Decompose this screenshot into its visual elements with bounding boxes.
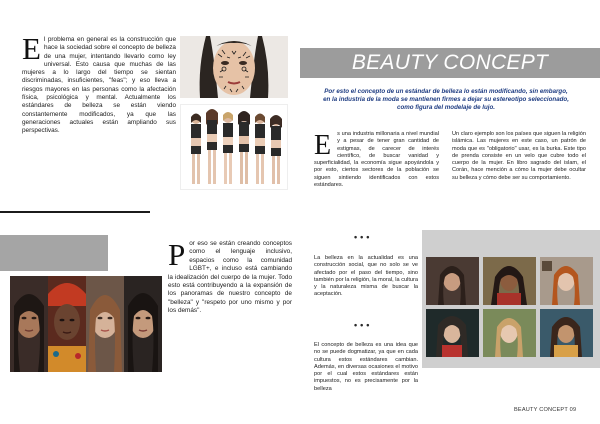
portrait-photo — [10, 276, 48, 372]
painted-face-illustration — [180, 36, 288, 98]
grid-photo — [483, 309, 536, 357]
grid-photo — [426, 257, 479, 305]
separator-dots: ••• — [354, 320, 373, 330]
grid-photo — [483, 257, 536, 305]
title-band — [300, 48, 600, 78]
dogmatic-paragraph: El concepto de belleza es una idea que no se puede dogmatizar, ya que en cada cultura estos estándares cambian. Además, en diversas ocasiones el motivo por el cual estos estándares están impuestos, no es precisamente por la belleza — [314, 342, 418, 392]
grid-photo-illustration — [483, 257, 536, 305]
page-title: BEAUTY CONCEPT — [351, 51, 549, 74]
portrait-illustration — [48, 276, 86, 372]
right-page — [300, 0, 600, 424]
grid-photo — [540, 257, 593, 305]
industry-paragraph — [314, 131, 439, 189]
grid-photo-illustration — [540, 309, 593, 357]
intro-dropcap: E — [22, 31, 41, 66]
intro-paragraph — [22, 31, 176, 136]
grid-photo-illustration — [540, 257, 593, 305]
separator-dots: ••• — [354, 232, 373, 242]
portrait-photo — [124, 276, 162, 372]
portrait-photo — [48, 276, 86, 372]
grid-photo — [540, 309, 593, 357]
diverse-portraits-strip — [10, 276, 162, 372]
grey-accent-block — [0, 235, 108, 271]
women-photo-grid — [426, 257, 594, 357]
women-group-illustration — [181, 105, 288, 190]
grid-photo-illustration — [426, 257, 479, 305]
grid-photo-illustration — [483, 309, 536, 357]
section-divider-rule — [0, 211, 150, 213]
inclusion-text: or eso se están creando conceptos como el lenguaje inclusivo, espacios como la comunidad LGBT+, e incluso está cambiando la idealización del cuerpo de la mujer. Todo esto está contribuyendo a la expansión de los panoramas de nuestro concepto de "belleza" y "respeto por uno mismo y por los demás". — [168, 240, 292, 315]
portrait-illustration — [86, 276, 124, 372]
page-folio: BEAUTY CONCEPT 09 — [514, 407, 577, 413]
social-construction-paragraph: La belleza en la actualidad es una construcción social, que no solo se ve afectado por el paso del tiempo, sino también por la religión, la moral, la cultura y la naturaleza misma de buscar la aceptación. — [314, 255, 418, 298]
portrait-photo — [86, 276, 124, 372]
industry-text: s una industria millonaria a nivel mundial y a pesar de tener gran cantidad de estigmas, de carecer de interés científico, de buscar vanidad y superficialidad, la economía sigue apoyándola y por esto, ciertos sectores de la población se siguen sintiendo identificados con estos estándares. — [314, 131, 439, 189]
inclusion-dropcap: P — [168, 237, 186, 272]
lead-paragraph: Por esto el concepto de un estándar de belleza lo están modificando, sin embargo, en la industria de la moda se mantienen firmes a dejar su estereotipo seleccionado, como figura del modelaje de lujo. — [323, 88, 569, 111]
portrait-illustration — [124, 276, 162, 372]
intro-text: l problema en general es la construcción que hace la sociedad sobre el concepto de belleza de una mujer, intentando llevarlo como ley universal. Esto causa que muchas de las mujeres a lo largo del tiempo se sientan discriminadas, insuficientes, "feas"; y eso lleva a riesgos mayores en las personas como la afectación física, psicológica y mental. Actualmente los estándares de belleza se están viendo constantemente modificados, ya que las generaciones actuales están ampliando sus perspectivas. — [22, 36, 176, 135]
painted-face-photo — [180, 36, 288, 98]
inclusion-paragraph — [168, 237, 292, 316]
grid-photo-illustration — [426, 309, 479, 357]
portrait-illustration — [10, 276, 48, 372]
grid-photo — [426, 309, 479, 357]
islam-example-paragraph: Un claro ejemplo son los países que siguen la religión islámica. Las mujeres en este caso, un patrón de moda que es "obligatorio" usar, es la burka. Este tipo de prenda consiste en un velo que cubre todo el cuerpo de la mujer. En libro sagrado del islam, el Corán, hace mención a cómo la mujer debe ocultar su belleza y cómo debe ser su comportamiento. — [452, 131, 586, 181]
women-group-photo — [180, 104, 288, 190]
industry-dropcap: E — [314, 130, 332, 161]
